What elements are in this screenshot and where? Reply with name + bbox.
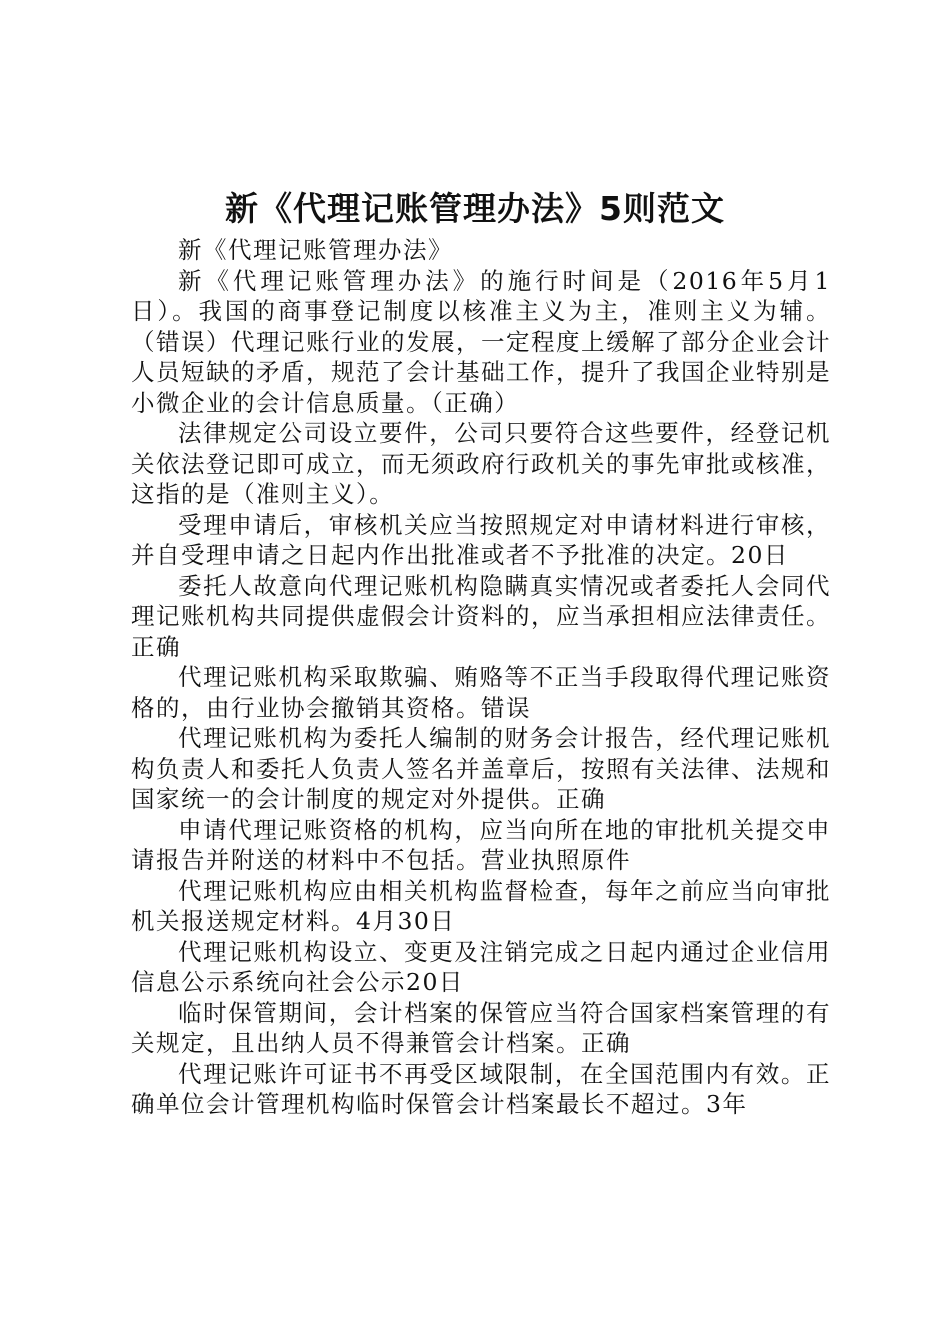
paragraph: 代理记账许可证书不再受区域限制，在全国范围内有效。正确单位会计管理机构临时保管会计档案最长不超过。3年 [131, 1059, 831, 1118]
paragraph: 代理记账机构为委托人编制的财务会计报告，经代理记账机构负责人和委托人负责人签名并盖章后，按照有关法律、法规和国家统一的会计制度的规定对外提供。正确 [131, 724, 831, 813]
document-title: 新《代理记账管理办法》5则范文 [225, 189, 725, 228]
document-body [131, 235, 831, 1120]
paragraph: 申请代理记账资格的机构，应当向所在地的审批机关提交申请报告并附送的材料中不包括。营业执照原件 [131, 815, 831, 874]
paragraph: 受理申请后，审核机关应当按照规定对申请材料进行审核，并自受理申请之日起内作出批准或者不予批准的决定。20日 [131, 510, 831, 569]
paragraph: 委托人故意向代理记账机构隐瞒真实情况或者委托人会同代理记账机构共同提供虚假会计资料的，应当承担相应法律责任。正确 [131, 571, 831, 661]
paragraph: 代理记账机构采取欺骗、贿赂等不正当手段取得代理记账资格的，由行业协会撤销其资格。错误 [131, 663, 831, 722]
paragraph: 代理记账机构应由相关机构监督检查，每年之前应当向审批机关报送规定材料。4月30日 [131, 876, 831, 935]
paragraph-subtitle: 新《代理记账管理办法》 [178, 236, 453, 264]
paragraph: 法律规定公司设立要件，公司只要符合这些要件，经登记机关依法登记即可成立，而无须政府行政机关的事先审批或核准，这指的是（准则主义）。 [131, 419, 831, 508]
paragraph: 代理记账机构设立、变更及注销完成之日起内通过企业信用信息公示系统向社会公示20日 [131, 937, 831, 996]
paragraph: 临时保管期间，会计档案的保管应当符合国家档案管理的有关规定，且出纳人员不得兼管会计档案。正确 [131, 998, 831, 1057]
paragraph: 新《代理记账管理办法》的施行时间是（2016年5月1日）。我国的商事登记制度以核准主义为主，准则主义为辅。（错误）代理记账行业的发展，一定程度上缓解了部分企业会计人员短缺的矛盾，规范了会计基础工作，提升了我国企业特别是小微企业的会计信息质量。（正确） [131, 266, 831, 417]
